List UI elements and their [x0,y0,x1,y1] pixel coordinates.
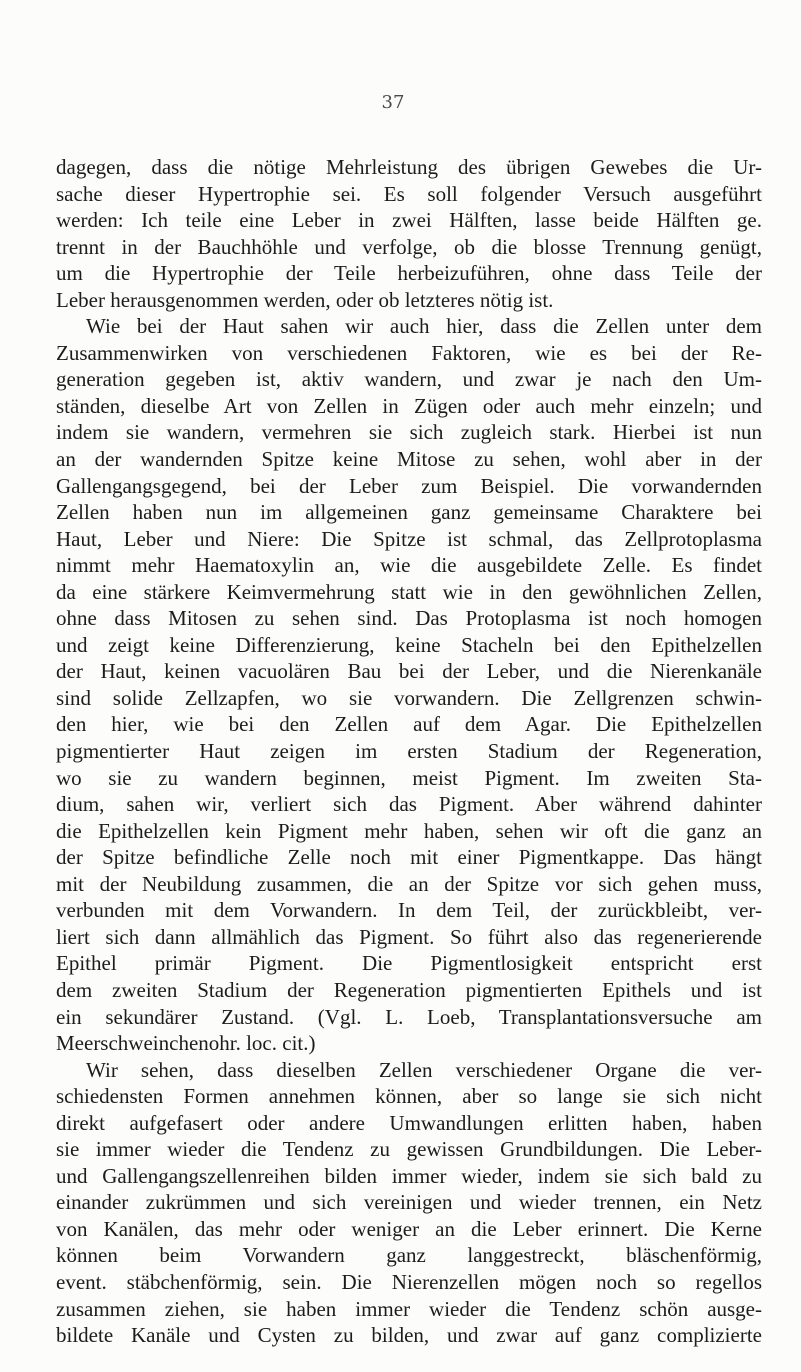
text-line: dem zweiten Stadium der Regeneration pigmentierten Epithels und ist [56,977,762,1002]
text-line: Leber herausgenommen werden, oder ob letzteres nötig ist. [56,287,554,312]
text-line: trennt in der Bauchhöhle und verfolge, ob die blosse Trennung genügt, [56,234,762,259]
text-line: Wie bei der Haut sahen wir auch hier, dass die Zellen unter dem [86,314,762,339]
text-line: von Kanälen, das mehr oder weniger an die Leber erinnert. Die Kerne [56,1216,762,1241]
text-line: pigmentierter Haut zeigen im ersten Stadium der Regeneration, [56,739,762,764]
text-line: der Haut, keinen vacuolären Bau bei der Leber, und die Nierenkanäle [56,659,762,684]
text-line: sind solide Zellzapfen, wo sie vorwandern. Die Zellgrenzen schwin- [56,685,762,710]
text-line: wo sie zu wandern beginnen, meist Pigment. Im zweiten Sta- [56,765,762,790]
text-line: nimmt mehr Haematoxylin an, wie die ausgebildete Zelle. Es findet [56,553,762,578]
text-line: ohne dass Mitosen zu sehen sind. Das Protoplasma ist noch homogen [56,606,762,631]
text-line: um die Hypertrophie der Teile herbeizuführen, ohne dass Teile der [56,261,762,286]
text-line: event. stäbchenförmig, sein. Die Nierenzellen mögen noch so regellos [56,1269,762,1294]
text-line: liert sich dann allmählich das Pigment. So führt also das regenerierende [56,924,762,949]
text-line: die Epithelzellen kein Pigment mehr haben, sehen wir oft die ganz an [56,818,762,843]
text-line: Zusammenwirken von verschiedenen Faktoren, wie es bei der Re- [56,340,762,365]
text-line: schiedensten Formen annehmen können, aber so lange sie sich nicht [56,1084,762,1109]
text-line: Epithel primär Pigment. Die Pigmentlosigkeit entspricht erst [56,951,762,976]
text-line: an der wandernden Spitze keine Mitose zu sehen, wohl aber in der [56,447,762,472]
body-text [56,154,762,1349]
text-line: Zellen haben nun im allgemeinen ganz gemeinsame Charaktere bei [56,500,762,525]
text-line: ständen, dieselbe Art von Zellen in Zügen oder auch mehr einzeln; und [56,393,762,418]
text-line: Haut, Leber und Niere: Die Spitze ist schmal, das Zellprotoplasma [56,526,762,551]
text-line: indem sie wandern, vermehren sie sich zugleich stark. Hierbei ist nun [56,420,762,445]
text-line: da eine stärkere Keimvermehrung statt wie in den gewöhnlichen Zellen, [56,579,762,604]
text-line: Meerschweinchenohr. loc. cit.) [56,1031,316,1056]
text-line: sie immer wieder die Tendenz zu gewissen Grundbildungen. Die Leber- [56,1137,762,1162]
text-line: den hier, wie bei den Zellen auf dem Agar. Die Epithelzellen [56,712,762,737]
text-line: werden: Ich teile eine Leber in zwei Hälften, lasse beide Hälften ge. [56,208,762,233]
text-line: ein sekundärer Zustand. (Vgl. L. Loeb, Transplantationsversuche am [56,1004,762,1029]
text-line: Wir sehen, dass dieselben Zellen verschiedener Organe die ver- [86,1057,762,1082]
text-line: mit der Neubildung zusammen, die an der Spitze vor sich gehen muss, [56,871,762,896]
page-number: 37 [381,92,405,113]
text-line: und Gallengangszellenreihen bilden immer wieder, indem sie sich bald zu [56,1163,762,1188]
text-line: zusammen ziehen, sie haben immer wieder die Tendenz schön ausge- [56,1296,762,1321]
text-line: der Spitze befindliche Zelle noch mit einer Pigmentkappe. Das hängt [56,845,762,870]
text-line: dagegen, dass die nötige Mehrleistung des übrigen Gewebes die Ur- [56,155,762,179]
text-line: dium, sahen wir, verliert sich das Pigment. Aber während dahinter [56,792,762,817]
text-line: und zeigt keine Differenzierung, keine Stacheln bei den Epithelzellen [56,632,762,657]
text-line: bildete Kanäle und Cysten zu bilden, und zwar auf ganz complizierte [56,1323,762,1348]
text-line: direkt aufgefasert oder andere Umwandlungen erlitten haben, haben [56,1110,762,1135]
text-line: sache dieser Hypertrophie sei. Es soll folgender Versuch ausgeführt [56,181,762,206]
text-line: generation gegeben ist, aktiv wandern, und zwar je nach den Um- [56,367,762,392]
text-line: einander zukrümmen und sich vereinigen und wieder trennen, ein Netz [56,1190,762,1215]
text-line: können beim Vorwandern ganz langgestreckt, bläschenförmig, [56,1243,762,1268]
text-line: verbunden mit dem Vorwandern. In dem Teil, der zurückbleibt, ver- [56,898,762,923]
text-line: Gallengangsgegend, bei der Leber zum Beispiel. Die vorwandernden [56,473,762,498]
